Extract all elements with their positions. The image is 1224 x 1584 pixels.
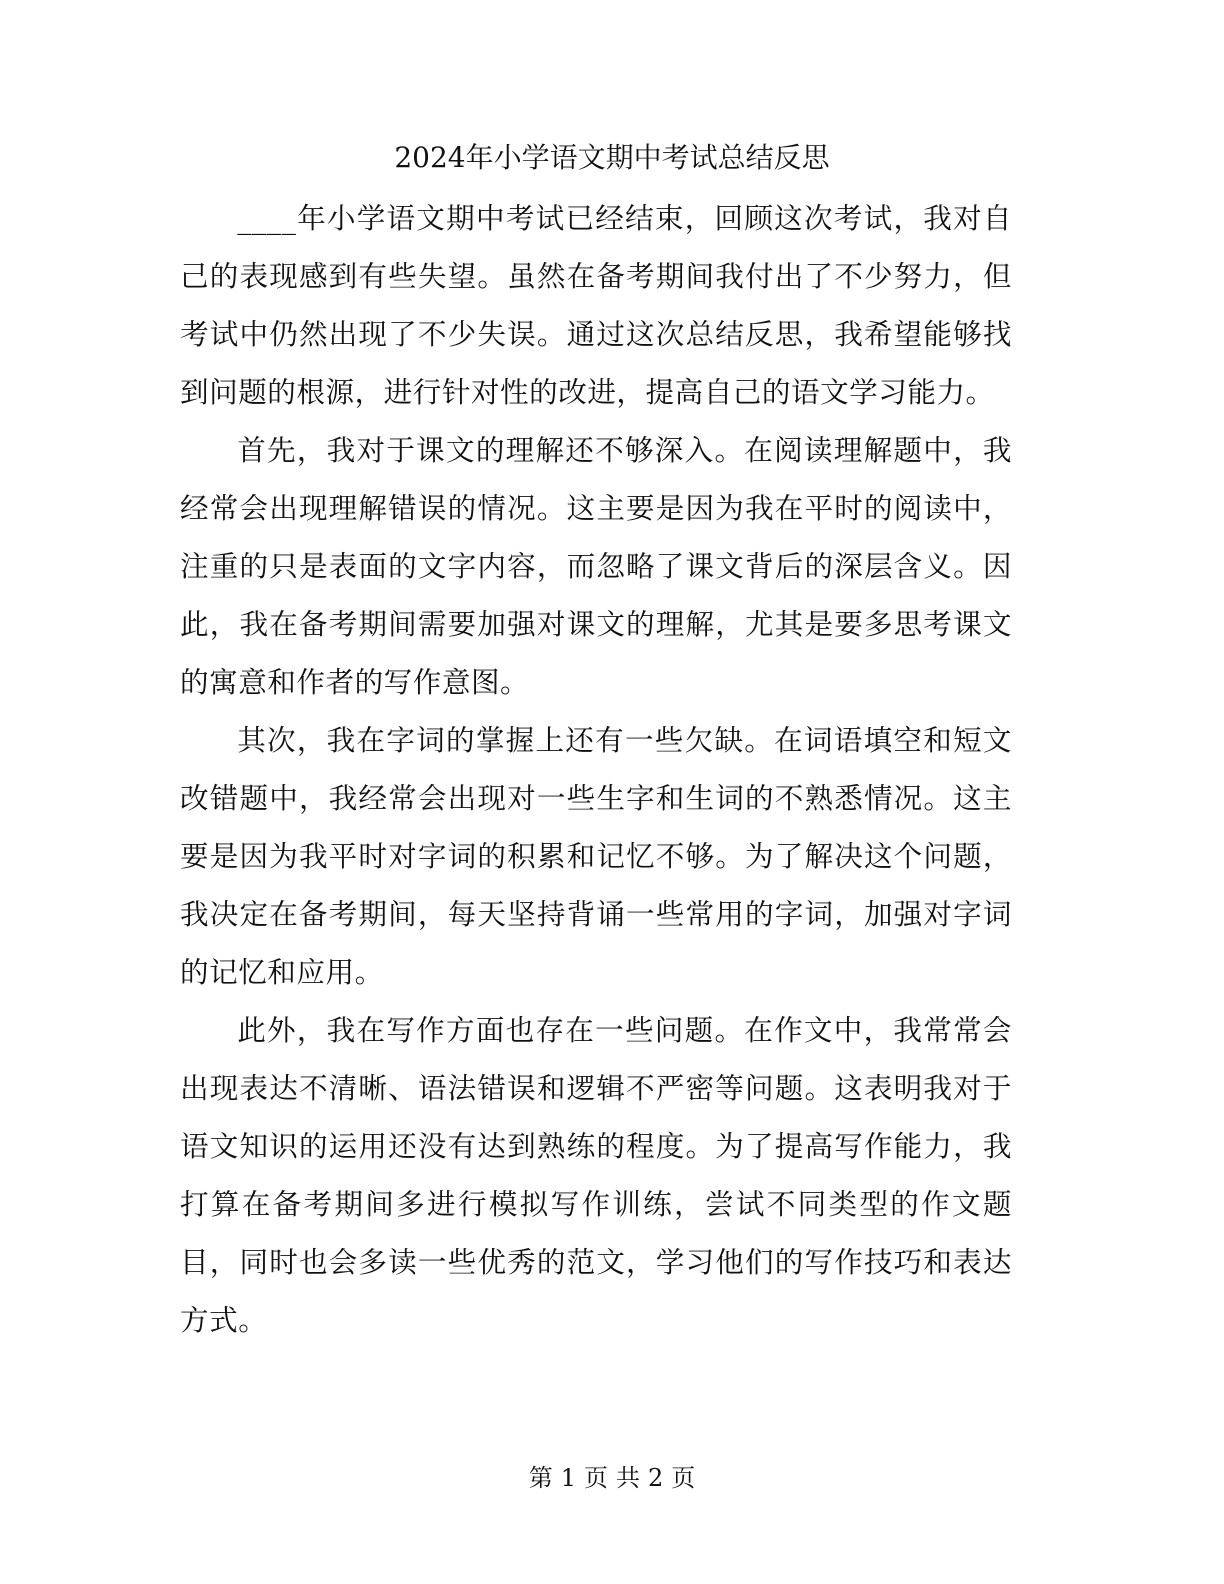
page-footer	[0, 1462, 1224, 1494]
document-body	[180, 189, 1012, 1349]
paragraph-2: 首先，我对于课文的理解还不够深入。在阅读理解题中，我经常会出现理解错误的情况。这主要是因为我在平时的阅读中，注重的只是表面的文字内容，而忽略了课文背后的深层含义。因此，我在备考期间需要加强对课文的理解，尤其是要多思考课文的寓意和作者的写作意图。	[180, 433, 1012, 699]
year-blank: ____	[237, 201, 297, 235]
footer-page-word: 页	[584, 1464, 608, 1492]
page-title: 2024年小学语文期中考试总结反思	[394, 141, 830, 174]
footer-prefix: 第	[528, 1464, 553, 1492]
paragraph-4: 此外，我在写作方面也存在一些问题。在作文中，我常常会出现表达不清晰、语法错误和逻辑不严密等问题。这表明我对于语文知识的运用还没有达到熟练的程度。为了提高写作能力，我打算在备考期间多进行模拟写作训练，尝试不同类型的作文题目，同时也会多读一些优秀的范文，学习他们的写作技巧和表达方式。	[180, 1013, 1012, 1337]
paragraph-3: 其次，我在字词的掌握上还有一些欠缺。在词语填空和短文改错题中，我经常会出现对一些生字和生词的不熟悉情况。这主要是因为我平时对字词的积累和记忆不够。为了解决这个问题，我决定在备考期间，每天坚持背诵一些常用的字词，加强对字词的记忆和应用。	[180, 723, 1012, 989]
paragraph-1	[180, 189, 1012, 421]
footer-total-suffix: 页	[671, 1464, 696, 1492]
footer-total-pages: 2	[648, 1464, 664, 1492]
footer-current-page: 1	[560, 1464, 576, 1492]
footer-total-prefix: 共	[616, 1464, 640, 1492]
paragraph-1-text: 年小学语文期中考试已经结束，回顾这次考试，我对自己的表现感到有些失望。虽然在备考期间我付出了不少努力，但考试中仍然出现了不少失误。通过这次总结反思，我希望能够找到问题的根源，进行针对性的改进，提高自己的语文学习能力。	[180, 201, 1012, 409]
